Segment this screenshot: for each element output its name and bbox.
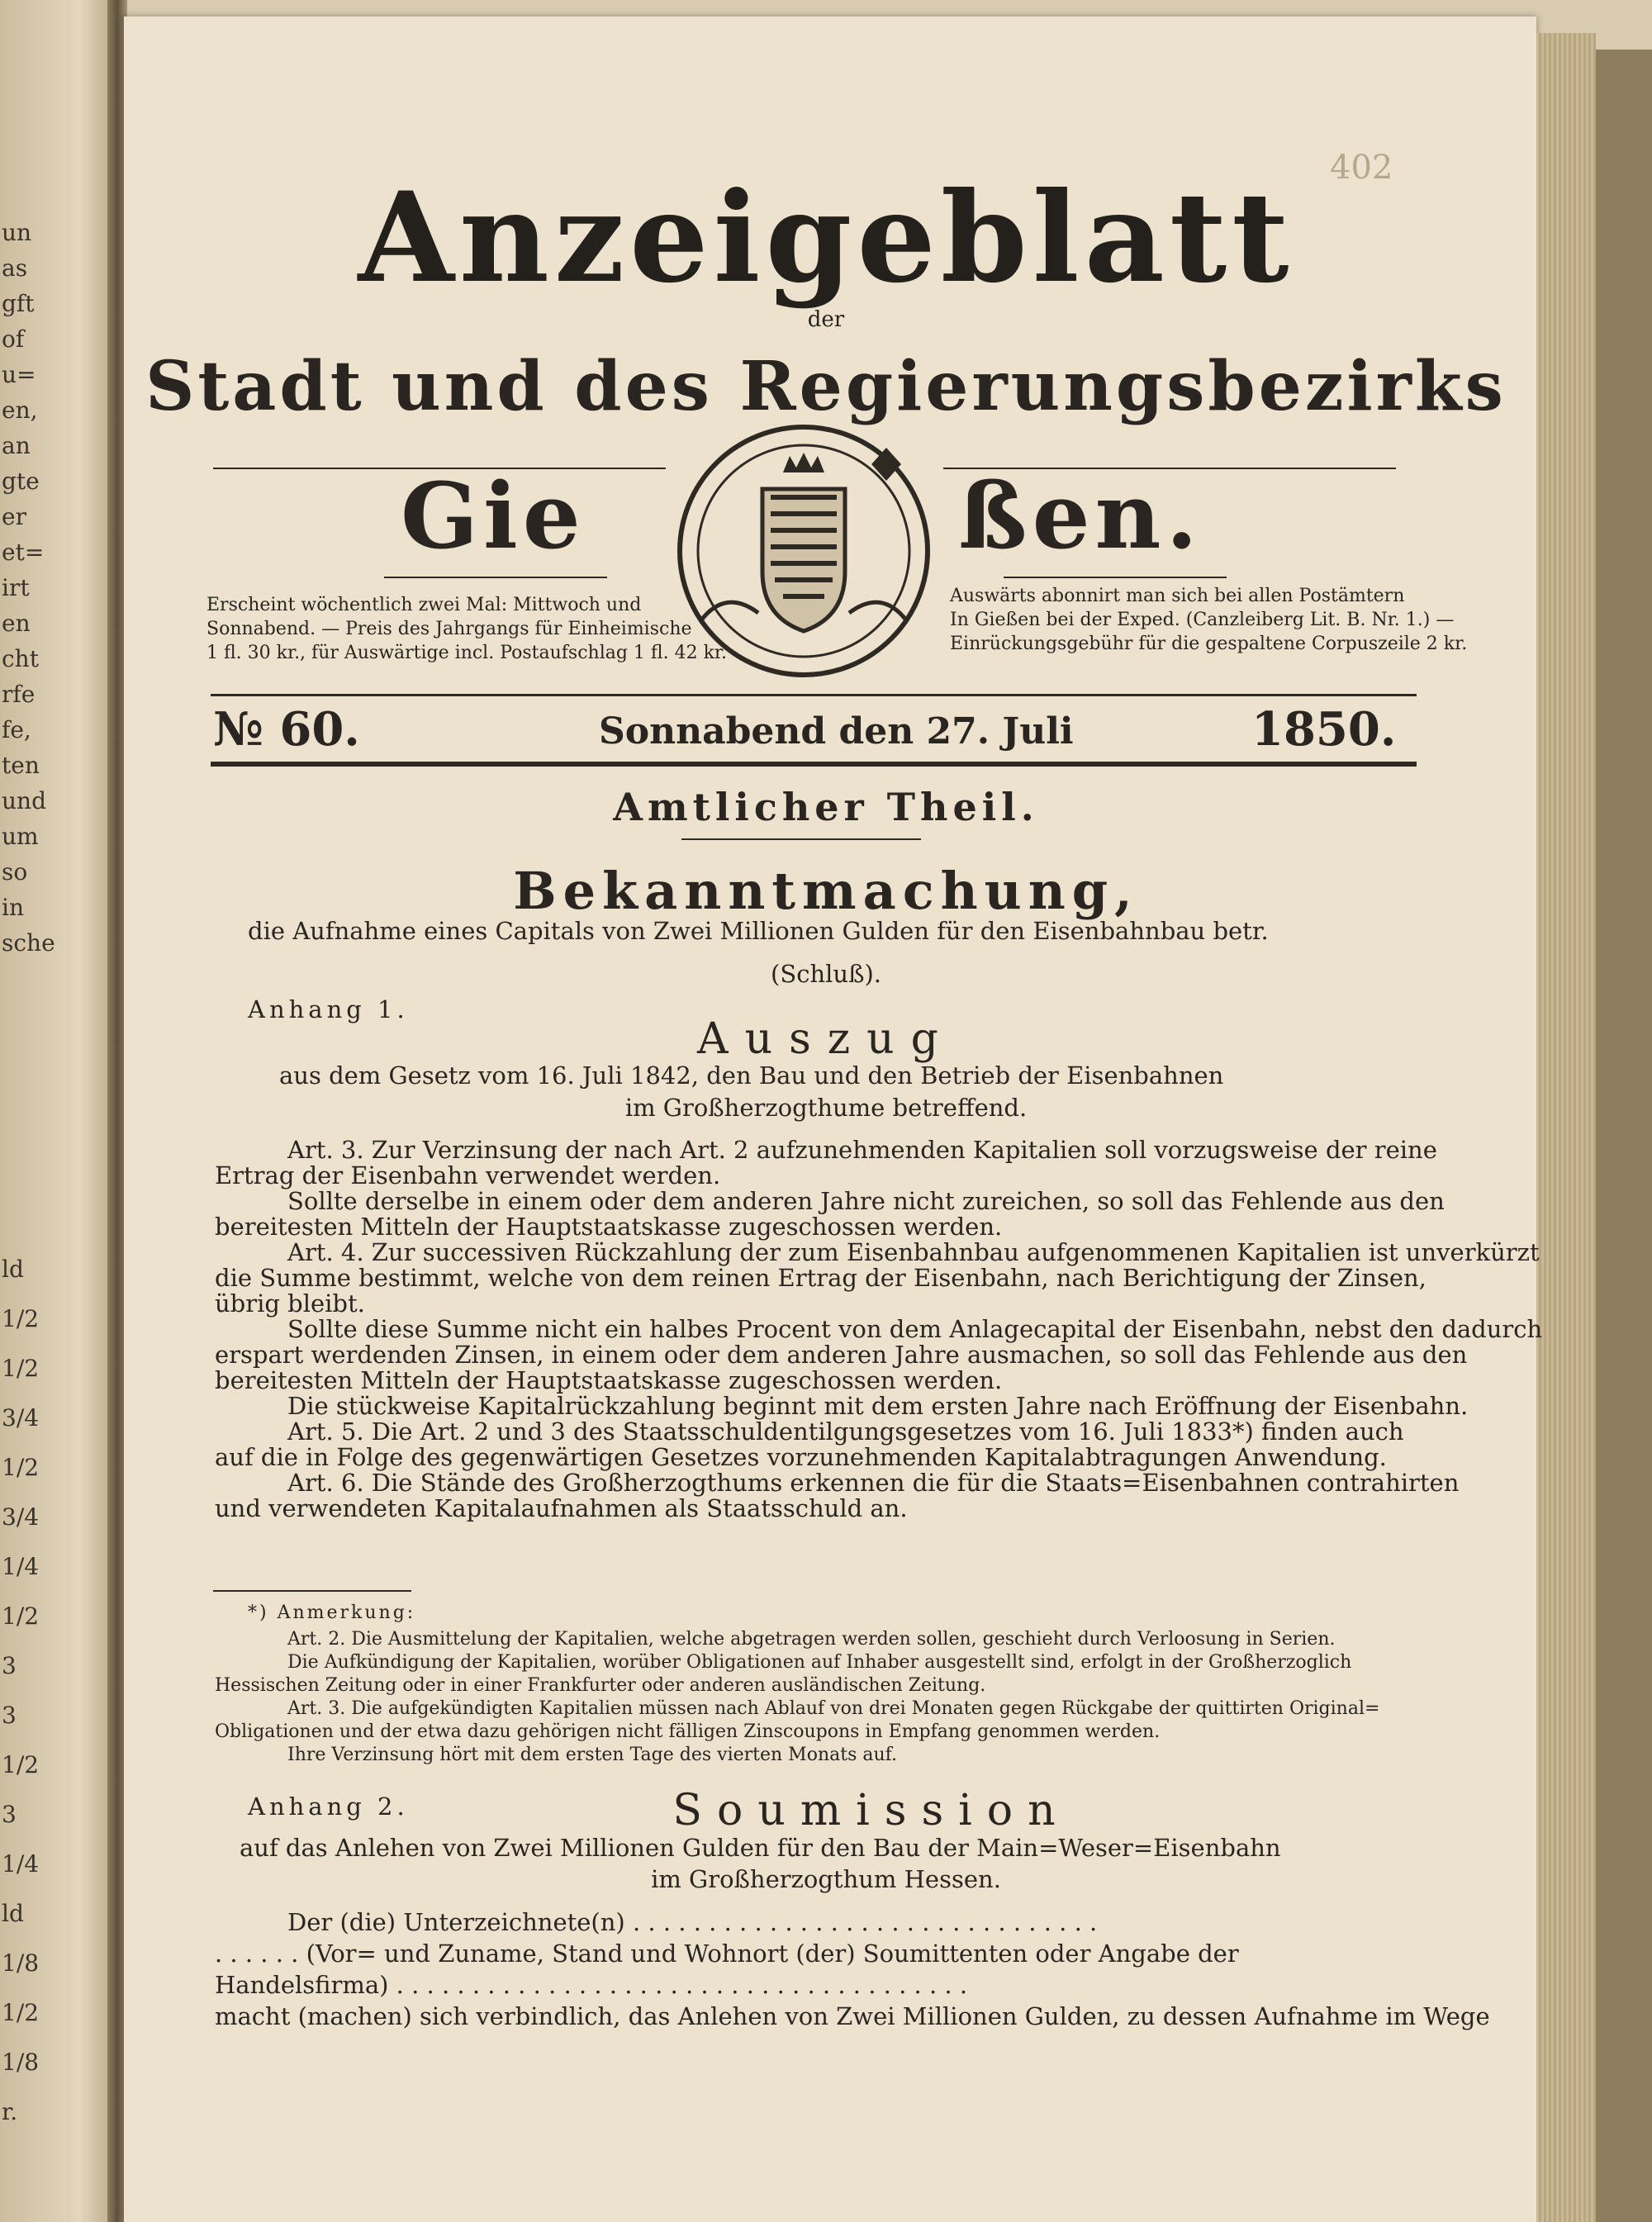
facing-page-fragment: so: [2, 858, 28, 885]
anhang1-line: bereitesten Mitteln der Hauptstaatskasse zugeschossen werden.: [215, 1366, 1003, 1394]
anhang1-subheading-1: aus dem Gesetz vom 16. Juli 1842, den Bau und den Betrieb der Eisenbahnen: [279, 1061, 1224, 1090]
anhang1-line: Art. 6. Die Stände des Großherzogthums erkennen die für die Staats=Eisenbahnen contrahirten: [287, 1469, 1460, 1497]
facing-page-fragment: 1/2: [2, 1751, 40, 1778]
facing-page-fragment: en,: [2, 396, 38, 424]
facing-page-fragment: 1/8: [2, 1949, 40, 1977]
issue-rule-top: [211, 694, 1417, 696]
anhang1-line: Sollte derselbe in einem oder dem anderen Jahre nicht zureichen, so soll das Fehlende aus den: [287, 1187, 1445, 1215]
rule-right-mid: [1004, 577, 1227, 578]
footnote-label: *) Anmerkung:: [248, 1602, 416, 1623]
facing-page-fragment: er: [2, 503, 26, 530]
footnote-line: Die Aufkündigung der Kapitalien, worüber Obligationen auf Inhaber ausgestellt sind, erfolgt in der Großherzoglich: [287, 1652, 1352, 1673]
facing-page-fragment: um: [2, 823, 39, 850]
facing-page-fragment: 1/2: [2, 1355, 40, 1382]
announcement-note: (Schluß).: [771, 960, 881, 988]
anhang2-heading: Soumission: [672, 1786, 1070, 1835]
anhang1-line: Art. 3. Zur Verzinsung der nach Art. 2 aufzunehmenden Kapitalien soll vorzugsweise der reine: [287, 1136, 1437, 1164]
facing-page-fragment: 1/2: [2, 1305, 40, 1332]
anhang1-line: erspart werdenden Zinsen, in einem oder dem anderen Jahre ausmachen, so soll das Fehlende aus den: [215, 1341, 1468, 1369]
anhang1-label: Anhang 1.: [248, 995, 409, 1023]
anhang2-subheading-2: im Großherzogthum Hessen.: [651, 1865, 1001, 1893]
issue-year: 1850.: [1251, 702, 1397, 757]
issue-number: № 60.: [213, 702, 360, 757]
facing-page-fragment: 3/4: [2, 1503, 40, 1531]
footnote-line: Art. 2. Die Ausmittelung der Kapitalien, welche abgetragen werden sollen, geschieht durch Verloosung in Serien.: [287, 1629, 1336, 1650]
anhang2-line: Der (die) Unterzeichnete(n) . . . . . . . . . . . . . . . . . . . . . . . . . . . . . . .: [287, 1908, 1098, 1936]
masthead-subtitle: Stadt und des Regierungsbezirks: [145, 347, 1507, 426]
footnote-line: Art. 3. Die aufgekündigten Kapitalien müssen nach Ablauf von drei Monaten gegen Rückgabe der quittirten Original=: [287, 1698, 1380, 1719]
facing-page-fragment: cht: [2, 645, 39, 672]
announcement-subject: die Aufnahme eines Capitals von Zwei Millionen Gulden für den Eisenbahnbau betr.: [248, 917, 1269, 945]
facing-page-fragment: u=: [2, 361, 36, 388]
facing-page-fragment: 1/4: [2, 1553, 40, 1580]
facing-page-fragment: ten: [2, 752, 40, 779]
facing-page-fragment: irt: [2, 574, 30, 601]
facing-page-fragment: un: [2, 219, 32, 246]
facing-page-fragment: of: [2, 325, 25, 353]
announcement-heading: Bekanntmachung,: [513, 861, 1139, 921]
facing-page-fragment: ld: [2, 1256, 24, 1283]
facing-page-fragment: et=: [2, 539, 45, 566]
anhang1-line: Ertrag der Eisenbahn verwendet werden.: [215, 1161, 721, 1189]
city-name-right: ßen.: [958, 463, 1203, 569]
facing-page-fragment: 3: [2, 1702, 17, 1729]
anhang2-label: Anhang 2.: [248, 1792, 409, 1821]
anhang1-line: die Summe bestimmt, welche von dem reinen Ertrag der Eisenbahn, nach Berichtigung der Zinsen,: [215, 1264, 1427, 1292]
anhang1-line: auf die in Folge des gegenwärtigen Gesetzes vorzunehmenden Kapitalabtragungen Anwendung.: [215, 1443, 1387, 1471]
facing-page-fragment: ld: [2, 1900, 24, 1927]
facing-page-fragment: 3: [2, 1801, 17, 1828]
facing-page-fragment: 1/2: [2, 1999, 40, 2026]
anhang2-line: macht (machen) sich verbindlich, das Anlehen von Zwei Millionen Gulden, zu dessen Aufnahme im Wege: [215, 2002, 1490, 2030]
facing-page-fragment: r.: [2, 2098, 18, 2125]
issue-rule-bottom: [211, 762, 1417, 767]
facing-page-fragment: in: [2, 894, 24, 921]
facing-page-fragment: und: [2, 787, 46, 814]
facing-page-fragment: fe,: [2, 716, 31, 743]
facing-page-fragment: 1/2: [2, 1602, 40, 1630]
anhang1-line: Art. 4. Zur successiven Rückzahlung der zum Eisenbahnbau aufgenommenen Kapitalien ist unverkürzt: [287, 1238, 1540, 1266]
facing-page-fragment: sche: [2, 929, 55, 957]
section-title: Amtlicher Theil.: [613, 785, 1039, 829]
facing-page-fragment: gte: [2, 468, 40, 495]
anhang1-line: Die stückweise Kapitalrückzahlung beginnt mit dem ersten Jahre nach Eröffnung der Eisenbahn.: [287, 1392, 1469, 1420]
facing-page-fragment: 1/4: [2, 1850, 40, 1878]
facing-page-fragment: as: [2, 254, 28, 282]
footnote-line: Obligationen und der etwa dazu gehörigen nicht fälligen Zinscoupons in Empfang genommen werden.: [215, 1721, 1161, 1742]
anhang2-subheading-1: auf das Anlehen von Zwei Millionen Gulden für den Bau der Main=Weser=Eisenbahn: [240, 1834, 1281, 1862]
section-rule: [681, 838, 921, 840]
city-name-left: Gie: [401, 463, 586, 569]
facing-page-fragment: rfe: [2, 681, 36, 708]
facing-page-fragment: en: [2, 610, 31, 637]
anhang1-heading: Auszug: [697, 1014, 955, 1064]
anhang2-line: Handelsfirma) . . . . . . . . . . . . . . . . . . . . . . . . . . . . . . . . . . . . . .: [215, 1971, 968, 1999]
anhang1-line: und verwendeten Kapitalaufnahmen als Staatsschuld an.: [215, 1494, 908, 1522]
anhang2-line: . . . . . . (Vor= und Zuname, Stand und Wohnort (der) Soumittenten oder Angabe der: [215, 1940, 1239, 1968]
anhang1-line: bereitesten Mitteln der Hauptstaatskasse zugeschossen werden.: [215, 1213, 1003, 1241]
subscription-info-right: Auswärts abonnirt man sich bei allen Postämtern In Gießen bei der Exped. (Canzleiberg Lit. B. Nr. 1.) — Einrückungsgebühr für die gespaltene Corpuszeile 2 kr.: [950, 586, 1468, 654]
footnote-rule: [213, 1590, 411, 1592]
facing-page-fragment: gft: [2, 290, 35, 317]
facing-page-fragment: 1/2: [2, 1454, 40, 1481]
facing-page-fragment: 1/8: [2, 2049, 40, 2076]
rule-left-mid: [384, 577, 607, 578]
anhang1-line: Art. 5. Die Art. 2 und 3 des Staatsschuldentilgungsgesetzes vom 16. Juli 1833*) finden auch: [287, 1417, 1404, 1446]
masthead-der: der: [807, 307, 845, 332]
facing-page-fragment: an: [2, 432, 31, 459]
anhang1-line: übrig bleibt.: [215, 1289, 365, 1318]
footnote-line: Hessischen Zeitung oder in einer Frankfurter oder anderen ausländischen Zeitung.: [215, 1675, 986, 1696]
subscription-info-left: Erscheint wöchentlich zwei Mal: Mittwoch und Sonnabend. — Preis des Jahrgangs für Einheimische 1 fl. 30 kr., für Auswärtige incl. Postaufschlag 1 fl. 42 kr.: [206, 595, 727, 663]
page-number-bleed: 402: [1330, 149, 1393, 187]
facing-page-fragment: 3/4: [2, 1404, 40, 1431]
masthead-title: Anzeigeblatt: [358, 165, 1294, 311]
anhang1-line: Sollte diese Summe nicht ein halbes Procent von dem Anlagecapital der Eisenbahn, nebst den dadurch: [287, 1315, 1543, 1343]
footnote-line: Ihre Verzinsung hört mit dem ersten Tage des vierten Monats auf.: [287, 1745, 897, 1765]
anhang1-subheading-2: im Großherzogthume betreffend.: [624, 1094, 1028, 1122]
facing-page-fragment: 3: [2, 1652, 17, 1679]
issue-date: Sonnabend den 27. Juli: [599, 710, 1074, 753]
